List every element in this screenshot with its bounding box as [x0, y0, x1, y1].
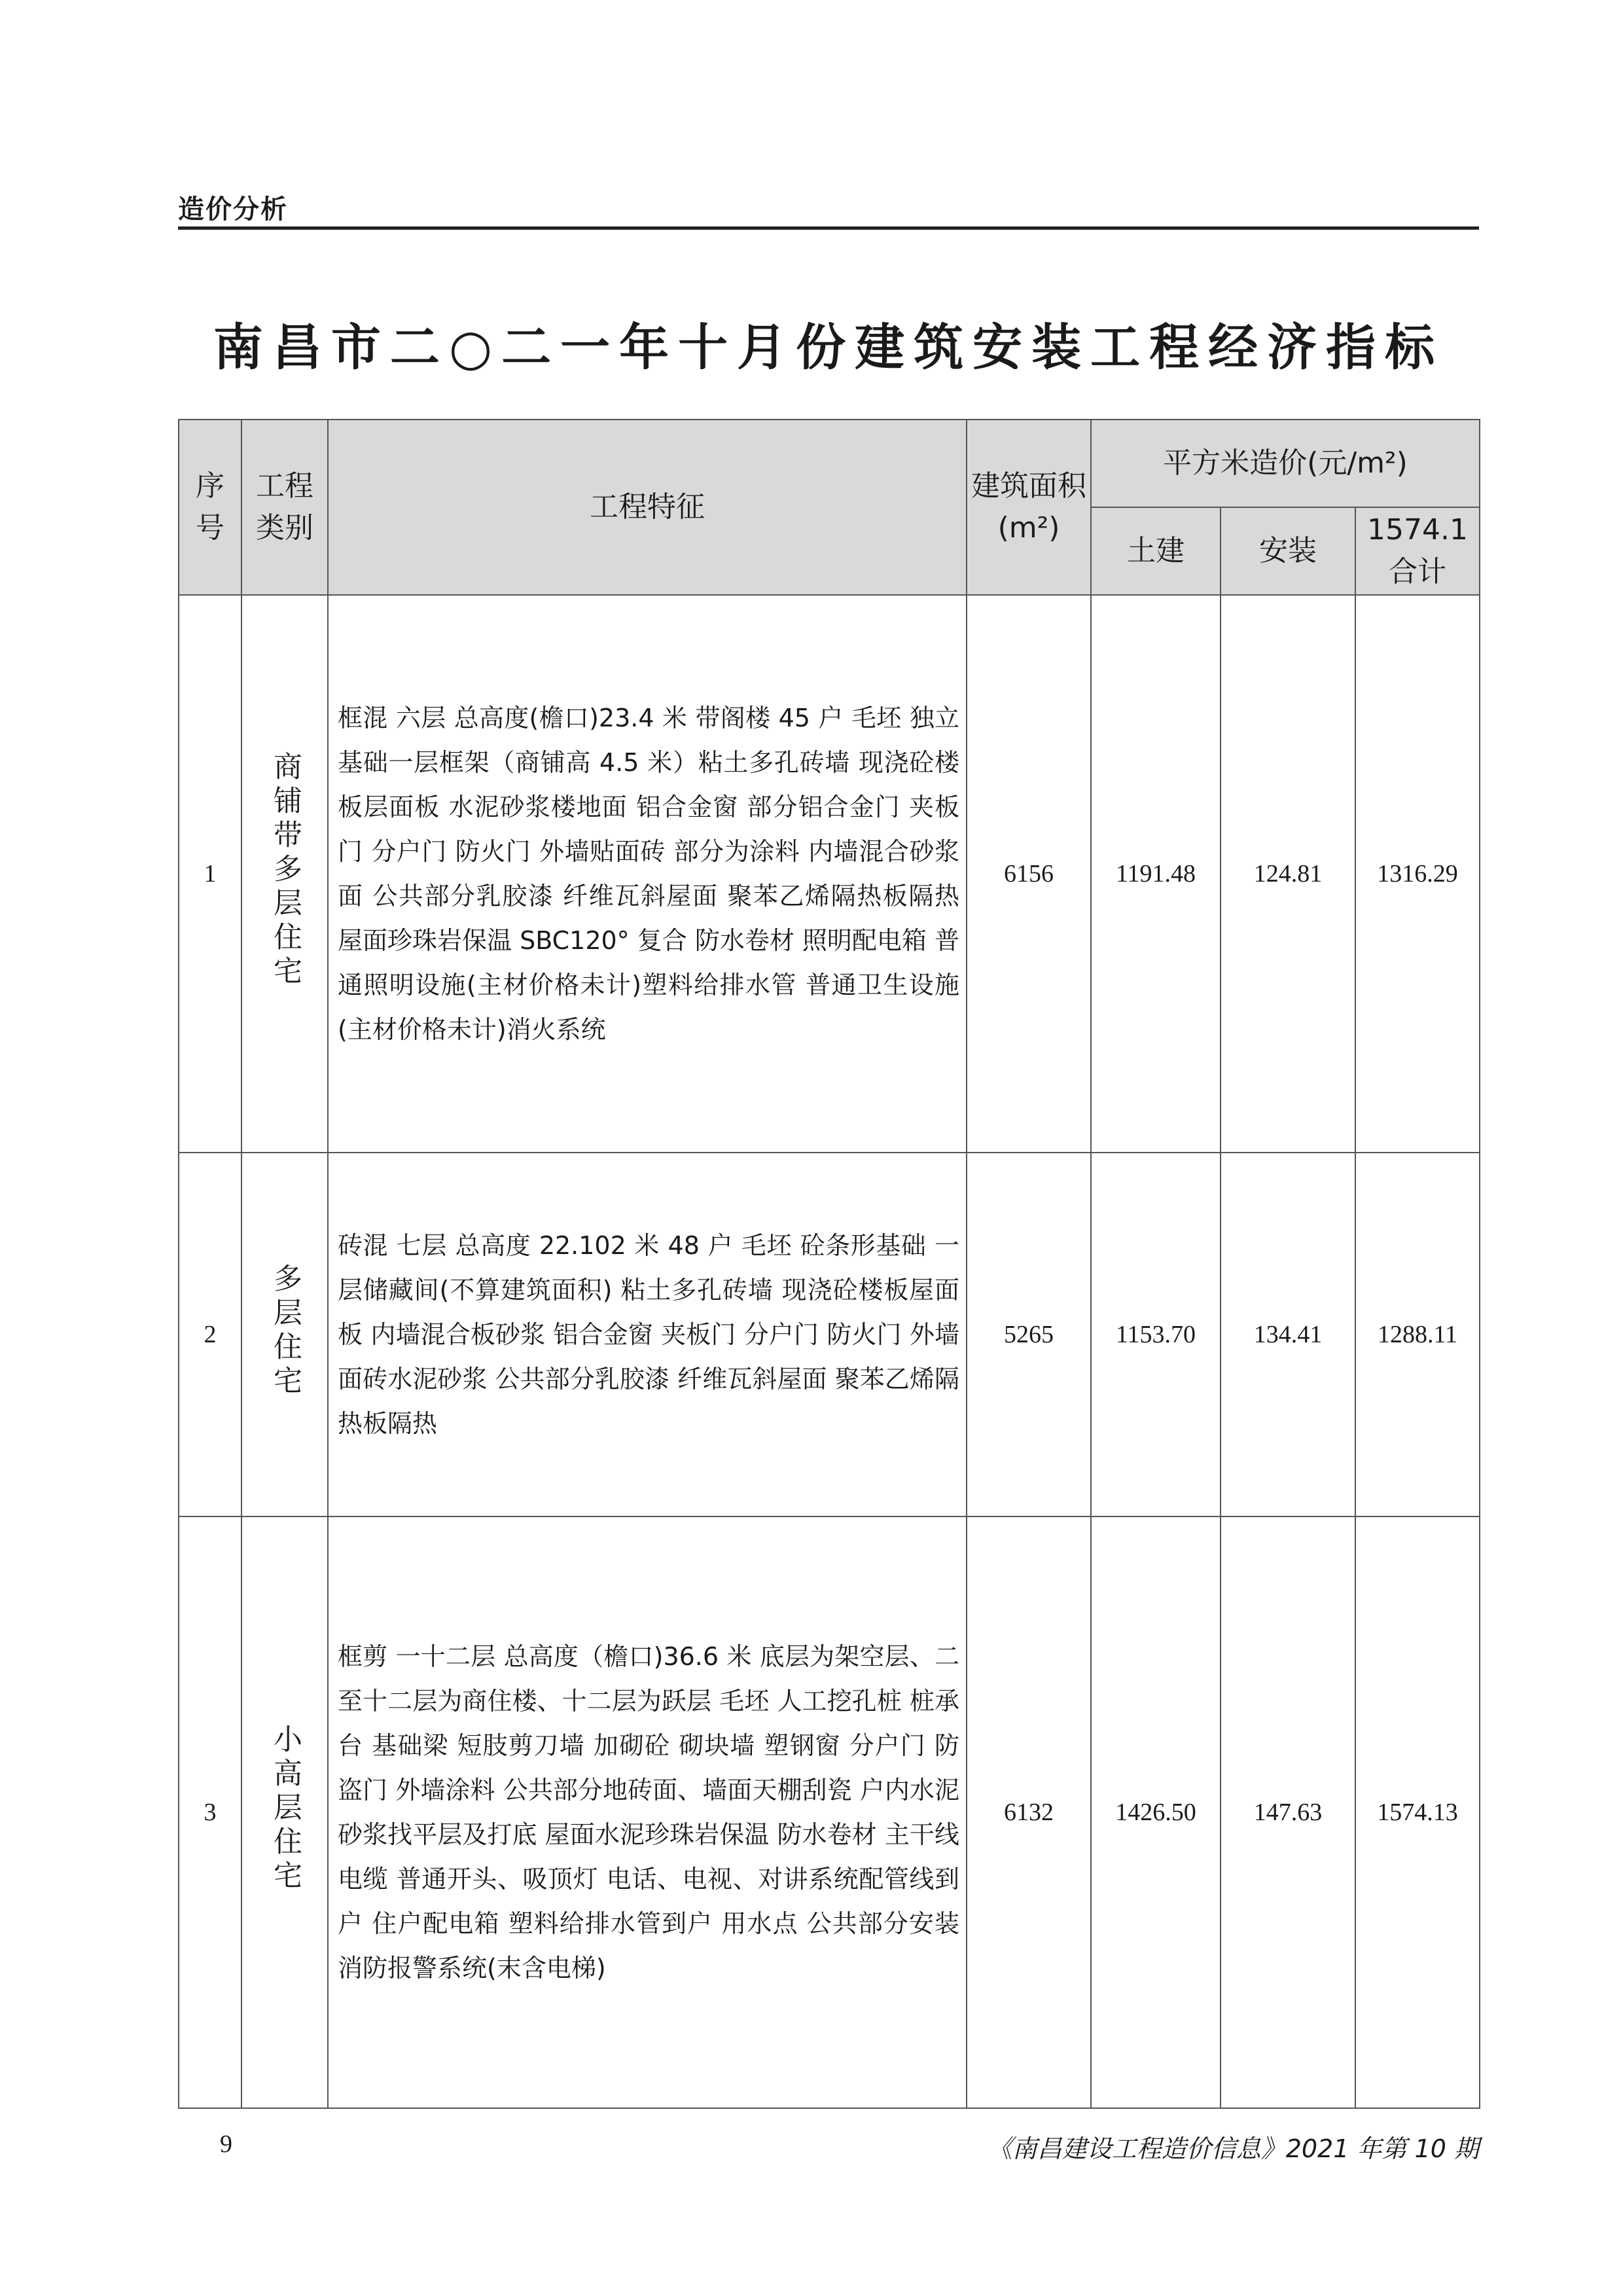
cell-seq: 2: [179, 1153, 241, 1516]
cell-area: 6156: [967, 595, 1091, 1153]
cell-category: [241, 595, 328, 1153]
section-label: 造价分析: [178, 194, 288, 224]
cell-install: 124.81: [1221, 595, 1355, 1153]
cell-total: 1316.29: [1355, 595, 1480, 1153]
cell-area: 6132: [967, 1516, 1091, 2108]
table-row: [179, 1516, 1480, 2108]
table-row: [179, 595, 1480, 1153]
col-header-total: 1574.1 合计: [1355, 507, 1480, 595]
cell-total: 1574.13: [1355, 1516, 1480, 2108]
col-header-install: 安装: [1221, 507, 1355, 595]
col-header-seq: 序号: [179, 420, 241, 595]
cell-install: 134.41: [1221, 1153, 1355, 1516]
cell-seq: 1: [179, 595, 241, 1153]
cell-features: 框混 六层 总高度(檐口)23.4 米 带阁楼 45 户 毛坯 独立基础一层框架（商铺高 4.5 米）粘土多孔砖墙 现浇砼楼板层面板 水泥砂浆楼地面 铝合金窗 部分铝合金门 夹板门 分户门 防火门 外墙贴面砖 部分为涂料 内墙混合砂浆面 公共部分乳胶漆 纤维瓦斜屋面 聚苯乙烯隔热板隔热 屋面珍珠岩保温 SBC120° 复合 防水卷材 照明配电箱 普通照明设施(主材价格未计)塑料给排水管 普通卫生设施(主材价格未计)消火系统: [328, 595, 967, 1153]
page-number: 9: [220, 2130, 232, 2158]
journal-citation: 《南昌建设工程造价信息》2021 年第 10 期: [987, 2134, 1479, 2163]
col-header-category: 工程类别: [241, 420, 328, 595]
table-row: [179, 1153, 1480, 1516]
category-text: 多层住宅: [268, 1263, 302, 1399]
cell-features: 框剪 一十二层 总高度（檐口)36.6 米 底层为架空层、二至十二层为商住楼、十二层为跃层 毛坯 人工挖孔桩 桩承台 基础梁 短肢剪刀墙 加砌砼 砌块墙 塑钢窗 分户门 防盗门 外墙涂料 公共部分地砖面、墙面天棚刮瓷 户内水泥砂浆找平层及打底 屋面水泥珍珠岩保温 防水卷材 主干线电缆 普通开头、吸顶灯 电话、电视、对讲系统配管线到户 住户配电箱 塑料给排水管到户 用水点 公共部分安装消防报警系统(末含电梯): [328, 1516, 967, 2108]
economic-index-table: [178, 419, 1480, 2109]
page-title: 南昌市二○二一年十月份建筑安装工程经济指标: [213, 318, 1444, 376]
cell-total: 1288.11: [1355, 1153, 1480, 1516]
cell-seq: 3: [179, 1516, 241, 2108]
cell-install: 147.63: [1221, 1516, 1355, 2108]
cell-civil: 1426.50: [1091, 1516, 1221, 2108]
category-text: 商铺带多层住宅: [268, 751, 302, 990]
col-header-features: 工程特征: [328, 420, 967, 595]
category-text: 小高层住宅: [268, 1723, 302, 1894]
cell-civil: 1153.70: [1091, 1153, 1221, 1516]
cell-features: 砖混 七层 总高度 22.102 米 48 户 毛坯 砼条形基础 一层储藏间(不算建筑面积) 粘土多孔砖墙 现浇砼楼板屋面板 内墙混合板砂浆 铝合金窗 夹板门 分户门 防火门 外墙面砖水泥砂浆 公共部分乳胶漆 纤维瓦斜屋面 聚苯乙烯隔热板隔热: [328, 1153, 967, 1516]
cell-civil: 1191.48: [1091, 595, 1221, 1153]
header-rule: [178, 226, 1479, 230]
cell-category: [241, 1516, 328, 2108]
col-header-unit-cost: 平方米造价(元/m²): [1091, 420, 1480, 507]
col-header-civil: 土建: [1091, 507, 1221, 595]
cell-area: 5265: [967, 1153, 1091, 1516]
header-row-1: [179, 420, 1480, 507]
cell-category: [241, 1153, 328, 1516]
col-header-area: 建筑面积(m²): [967, 420, 1091, 595]
